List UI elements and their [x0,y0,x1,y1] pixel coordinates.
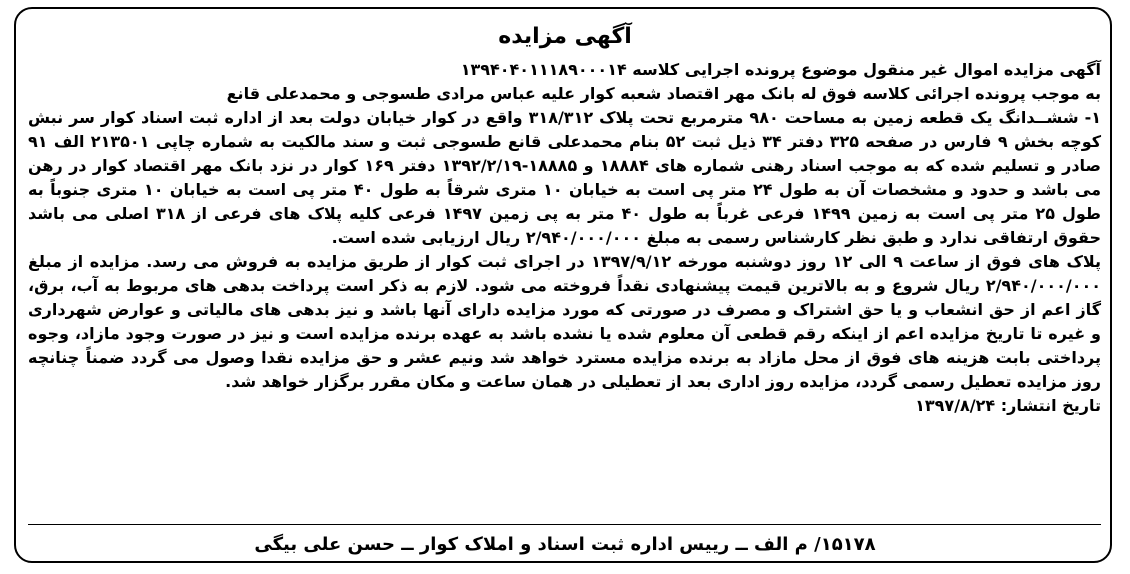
footer-divider [28,524,1101,525]
notice-body [28,58,1101,418]
notice-intro: به موجب پرونده اجرائی کلاسه فوق له بانک مهر اقتصاد شعبه کوار علیه عباس مرادی طسوجی و محمدعلی قانع [226,84,1101,103]
notice-footer: ۱۵۱۷۸/ م الف ــ رییس اداره ثبت اسناد و املاک کوار ــ حسن علی بیگی [254,534,876,555]
auction-paragraph: پلاک های فوق از ساعت ۹ الی ۱۲ روز دوشنبه مورخه ۱۳۹۷/۹/۱۲ در اجرای ثبت کوار از طریق مزایده به فروش می رسد. مزایده از مبلغ ۲/۹۴۰/۰۰۰/۰۰۰ ریال شروع و به بالاترین قیمت پیشنهادی نقداً فروخته می شود. لازم به ذکر است پرداخت بدهی های مربوط به آب، برق، گاز اعم از حق انشعاب و یا حق اشتراک و مصرف در صورتی که مورد مزایده دارای آنها باشد و نیز بدهی های مالیاتی و عوارض شهرداری و غیره تا تاریخ مزایده اعم از اینکه رقم قطعی آن معلوم شده یا نشده باشد به عهده برنده مزایده است و نیز در صورت وجود مازاد، وجوه پرداختی بابت هزینه های فوق از محل مازاد به برنده مزایده مسترد خواهد شد ونیم عشر و حق مزایده نقدا وصول می گردد ضمناً چنانچه روز مزایده تعطیل رسمی گردد، مزایده روز اداری بعد از تعطیلی در همان ساعت و مکان مقرر برگزار خواهد شد. [28,252,1101,391]
item-paragraph: ۱- ششــدانگ یک قطعه زمین به مساحت ۹۸۰ مترمربع تحت پلاک ۳۱۸/۳۱۲ واقع در کوار خیابان دولت بعد از اداره ثبت اسناد کوار سر نبش کوچه بخش ۹ فارس در صفحه ۳۲۵ دفتر ۳۴ ذیل ثبت ۵۲ بنام محمدعلی قانع طسوجی ثبت و سند مالکیت به شماره چاپی ۲۱۳۵۰۱ الف ۹۱ صادر و تسلیم شده که به موجب اسناد رهنی شماره های ۱۸۸۸۴ و ۱۸۸۸۵-۱۳۹۲/۲/۱۹ دفتر ۱۶۹ کوار در نزد بانک مهر اقتصاد کوار در رهن می باشد و حدود و مشخصات آن به طول ۲۴ متر پی است به خیابان ۱۰ متری شرقاً به طول ۴۰ متر پی است به خیابان ۱۰ متری جنوباً به طول ۲۵ متر پی است به زمین ۱۴۹۹ فرعی غرباً به طول ۴۰ متر به پی زمین ۱۴۹۷ فرعی کلیه پلاک های فرعی از ۳۱۸ اصلی می باشد حقوق ارتفاقی ندارد و طبق نظر کارشناس رسمی به مبلغ ۲/۹۴۰/۰۰۰/۰۰۰ ریال ارزیابی شده است. [28,108,1102,247]
publish-date: تاریخ انتشار: ۱۳۹۷/۸/۲۴ [915,396,1101,415]
notice-heading-line: آگهی مزایده اموال غیر منقول موضوع پرونده اجرایی کلاسه ۱۳۹۴۰۴۰۱۱۱۸۹۰۰۰۱۴ [460,60,1101,79]
notice-title: آگهی مزایده [498,24,632,49]
